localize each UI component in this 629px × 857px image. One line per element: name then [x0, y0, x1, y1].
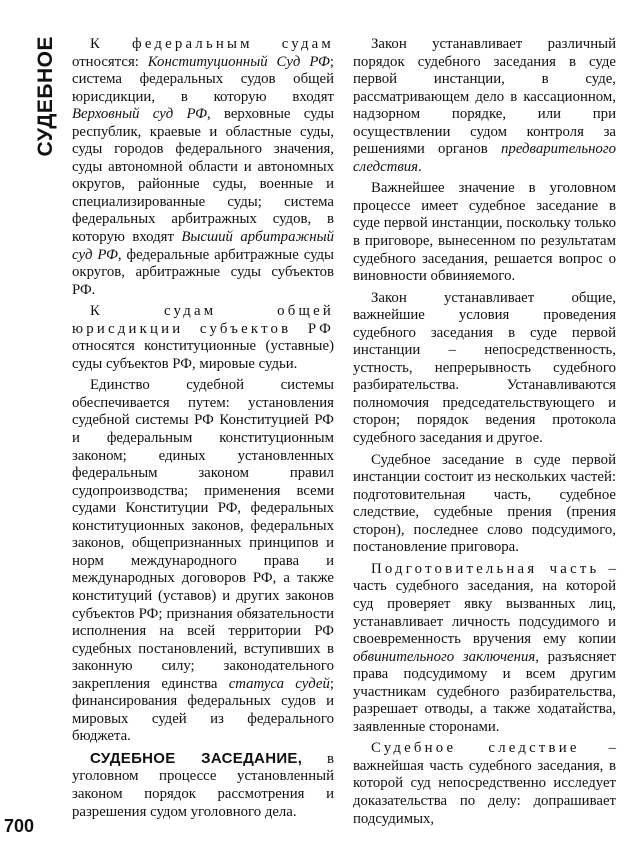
spaced-lead: Судебное следствие: [371, 740, 580, 757]
page-number: 700: [4, 816, 35, 836]
paragraph-regional-courts: [72, 303, 334, 373]
spaced-lead: К судам общей юрисдикции субъектов РФ: [72, 303, 334, 337]
entry-court-session: [72, 750, 334, 821]
text: , разъясняет права подсудимому и всем другим участникам судебного разбирательства, разрешает отводы, а также ходатайства, заявленные сторонами.: [353, 648, 616, 735]
section-title: СУДЕБНОЕ: [34, 36, 57, 157]
text: Закон устанавливает общие, важнейшие условия проведения судебного заседания в суде первой инстанции – непосредственность, устность, непрерывность судебного разбирательства. Устанавливаются полномочия председательствующего и сторон; порядок ведения протокола судебного заседания и другое.: [353, 289, 616, 447]
right-column: [353, 36, 616, 832]
term-link: обвинительного заключения: [353, 648, 536, 665]
text: Единство судебной системы обеспечивается путем: установления судебной системы РФ Конституцией РФ и федеральным конституционным законом; единых установленных федеральным законом правил судопроизводства; применения всеми судами Конституции РФ, федеральных конституционных законов, федеральных законов, общепризнанных принципов и норм международного права и международных договоров РФ, а также конституций (уставов) и других законов субъектов РФ; признания обязательности исполнения на всей территории РФ судебных постановлений, вступивших в законную силу; законодательного закрепления единства: [72, 377, 334, 692]
text: , верховные суды республик, краевые и областные суды, суды городов федерального значения, суды автономной области и автономных округов, районные суды, военные и специализированные суды; система федеральных арбитражных судов, в которую входят: [72, 106, 335, 246]
text: – часть судебного заседания, на которой суд проверяет явку вызванных лиц, устанавливает личность подсудимого и своевременность вручения ему копии: [353, 560, 616, 648]
left-column: [72, 36, 334, 825]
paragraph-importance: [353, 180, 616, 285]
paragraph-federal-courts: [72, 36, 334, 299]
term-link: Высший арбитражный суд РФ: [72, 229, 334, 263]
text: в уголовном процессе установленный законом порядок рассмотрения и разрешения судом уголовного дела.: [72, 750, 335, 820]
text: ; система федеральных судов общей юрисдикции, в которую входят: [72, 53, 334, 105]
text: – важнейшая часть судебного заседания, в которой суд непосредственно исследует доказательства по делу: допрашивает подсудимых,: [353, 740, 616, 827]
term-link: Верховный суд РФ: [72, 106, 207, 123]
paragraph-unity: [72, 377, 334, 745]
text: Судебное заседание в суде первой инстанции состоит из нескольких частей: подготовительная часть, судебное следствие, судебные прения (прения сторон), последнее слово подсудимого, постановление приговора.: [353, 451, 616, 556]
paragraph-investigation: [353, 740, 616, 828]
paragraph-parts: [353, 452, 616, 557]
text: , федеральные арбитражные суды округов, арбитражные суды субъектов РФ.: [72, 246, 335, 298]
paragraph-preparatory: [353, 561, 616, 736]
spaced-lead: Подготовительная часть: [371, 560, 600, 577]
term-link: предварительного следствия: [353, 141, 616, 175]
text: относятся конституционные (уставные) суды субъектов РФ, мировые судьи.: [72, 338, 334, 372]
text: Закон устанавливает различный порядок судебного заседания в суде первой инстанции, в суде, рассматривающем дело в кассационном, надзорном порядке, или при осуществлении судом контроля за решениями органов: [353, 36, 616, 158]
term-link: Конституционный Суд РФ: [147, 53, 330, 70]
text: .: [418, 158, 422, 175]
spaced-lead: К федеральным судам: [90, 36, 334, 52]
text: Важнейшее значение в уголовном процессе имеет судебное заседание в суде первой инстанции, поскольку только в приговоре, вынесенном по результатам судебного заседания, решается вопрос о виновности обвиняемого.: [353, 180, 616, 285]
paragraph-conditions: [353, 290, 616, 448]
paragraph-order: [353, 36, 616, 176]
text: относятся:: [72, 53, 148, 70]
text: ; финансирования федеральных судов и мировых судей из федерального бюджета.: [72, 675, 334, 745]
entry-heading: СУДЕБНОЕ ЗАСЕДАНИЕ,: [90, 749, 303, 767]
term-link: статуса судей: [228, 675, 330, 692]
